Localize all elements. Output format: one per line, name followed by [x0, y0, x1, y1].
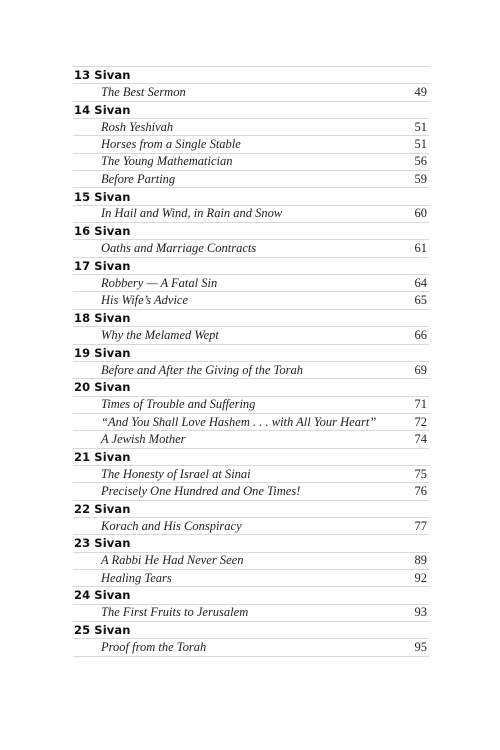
section-heading-row: [73, 587, 429, 604]
section-heading: 15 Sivan: [74, 189, 131, 204]
toc-entry[interactable]: [73, 466, 429, 483]
toc-entry[interactable]: [73, 483, 429, 500]
entry-page-number: 61: [414, 241, 427, 256]
section-heading-row: [73, 102, 429, 119]
entry-title: In Hail and Wind, in Rain and Snow: [101, 206, 283, 221]
toc-entry[interactable]: [73, 518, 429, 535]
entry-title: Before Parting: [101, 171, 176, 186]
toc-entry[interactable]: [73, 327, 429, 344]
entry-title: A Rabbi He Had Never Seen: [101, 553, 244, 568]
toc-entry[interactable]: [73, 431, 429, 448]
entry-title: Healing Tears: [101, 570, 172, 585]
entry-page-number: 66: [414, 327, 427, 342]
section-heading-row: [73, 501, 429, 518]
entry-page-number: 69: [414, 362, 427, 377]
section-heading: 16 Sivan: [74, 224, 131, 239]
entry-title: Robbery — A Fatal Sin: [101, 275, 218, 290]
entry-page-number: 51: [414, 137, 427, 152]
entry-title: The Honesty of Israel at Sinai: [101, 466, 251, 481]
toc-entry[interactable]: [73, 362, 429, 379]
entry-page-number: 64: [414, 275, 427, 290]
toc-entry[interactable]: [73, 275, 429, 292]
section-heading: 14 Sivan: [74, 102, 131, 117]
toc-entry[interactable]: [73, 154, 429, 171]
section-heading: 20 Sivan: [74, 380, 131, 395]
toc-entry[interactable]: [73, 136, 429, 153]
table-of-contents: [73, 66, 429, 657]
toc-entry[interactable]: [73, 414, 429, 431]
toc-entry[interactable]: [73, 206, 429, 223]
entry-page-number: 76: [414, 483, 427, 498]
section-heading: 25 Sivan: [74, 623, 131, 638]
section-heading-row: [73, 223, 429, 240]
entry-page-number: 56: [414, 154, 427, 169]
entry-page-number: 49: [414, 85, 427, 100]
entry-page-number: 89: [414, 553, 427, 568]
entry-title: Times of Trouble and Suffering: [101, 397, 256, 412]
toc-entry[interactable]: [73, 240, 429, 257]
entry-title: Oaths and Marriage Contracts: [101, 241, 257, 256]
entry-page-number: 59: [414, 171, 427, 186]
toc-entry[interactable]: [73, 292, 429, 309]
section-heading-row: [73, 310, 429, 327]
entry-page-number: 51: [414, 119, 427, 134]
entry-title: Precisely One Hundred and One Times!: [101, 483, 301, 498]
entry-title: Korach and His Conspiracy: [101, 518, 242, 533]
toc-entry[interactable]: [73, 553, 429, 570]
section-heading-row: [73, 67, 429, 84]
section-heading-row: [73, 345, 429, 362]
section-heading: 24 Sivan: [74, 588, 131, 603]
section-heading: 18 Sivan: [74, 310, 131, 325]
section-heading: 13 Sivan: [74, 68, 131, 83]
entry-title: A Jewish Mother: [101, 431, 186, 446]
entry-page-number: 92: [414, 570, 427, 585]
toc-entry[interactable]: [73, 171, 429, 188]
entry-title: The First Fruits to Jerusalem: [101, 605, 249, 620]
section-heading-row: [73, 622, 429, 639]
entry-page-number: 77: [414, 518, 427, 533]
entry-title: Why the Melamed Wept: [101, 327, 219, 342]
section-heading: 22 Sivan: [74, 501, 131, 516]
section-heading: 19 Sivan: [74, 345, 131, 360]
toc-entry[interactable]: [73, 639, 429, 656]
entry-title: The Best Sermon: [101, 85, 186, 100]
entry-page-number: 72: [414, 414, 427, 429]
section-heading: 23 Sivan: [74, 536, 131, 551]
section-heading-row: [73, 258, 429, 275]
entry-page-number: 65: [414, 293, 427, 308]
entry-title: Proof from the Torah: [101, 640, 207, 655]
section-heading: 17 Sivan: [74, 258, 131, 273]
section-heading-row: [73, 379, 429, 396]
section-heading: 21 Sivan: [74, 449, 131, 464]
entry-title: Horses from a Single Stable: [101, 137, 241, 152]
toc-entry[interactable]: [73, 119, 429, 136]
entry-page-number: 74: [414, 431, 427, 446]
toc-entry[interactable]: [73, 397, 429, 414]
entry-page-number: 93: [414, 605, 427, 620]
section-heading-row: [73, 449, 429, 466]
toc-entry[interactable]: [73, 84, 429, 101]
entry-page-number: 71: [414, 397, 427, 412]
entry-page-number: 60: [414, 206, 427, 221]
toc-entry[interactable]: [73, 570, 429, 587]
entry-title: Rosh Yeshivah: [101, 119, 174, 134]
entry-page-number: 95: [414, 640, 427, 655]
section-heading-row: [73, 535, 429, 552]
entry-title: “And You Shall Love Hashem . . . with All Your Heart”: [101, 414, 377, 429]
entry-title: His Wife’s Advice: [101, 293, 189, 308]
entry-title: The Young Mathematician: [101, 154, 233, 169]
entry-title: Before and After the Giving of the Torah: [101, 362, 303, 377]
toc-entry[interactable]: [73, 605, 429, 622]
entry-page-number: 75: [414, 466, 427, 481]
section-heading-row: [73, 188, 429, 205]
